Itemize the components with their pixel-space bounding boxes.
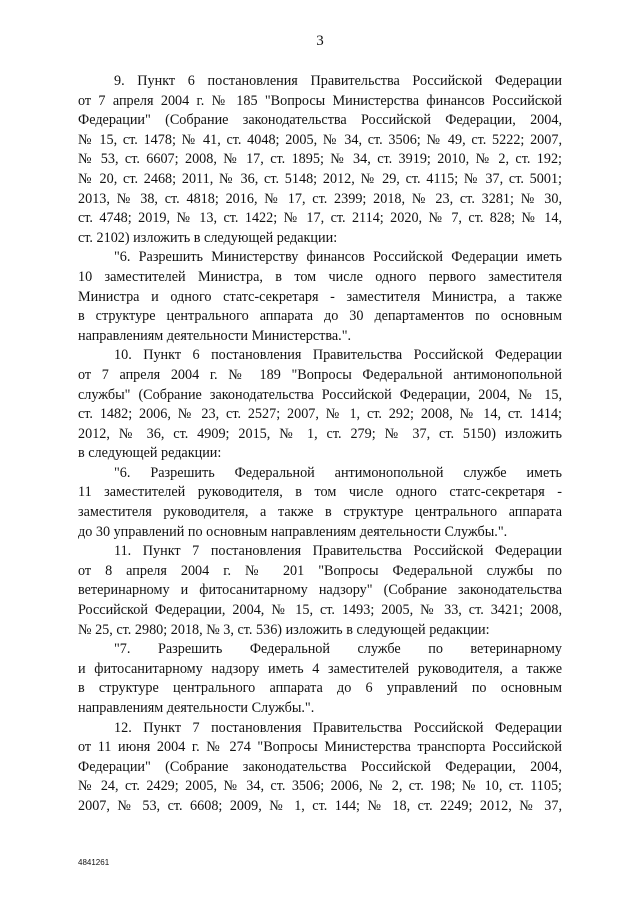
text-line: 10. Пункт 6 постановления Правительства Российской Федерации: [114, 347, 562, 364]
text-line: 11 заместителей руководителя, в том числе одного статс-секретаря -: [78, 484, 562, 501]
text-line: 12. Пункт 7 постановления Правительства Российской Федерации: [114, 719, 562, 736]
text-line: № 53, ст. 6607; 2008, № 17, ст. 1895; № 34, ст. 3919; 2010, № 2, ст. 192;: [78, 151, 562, 168]
text-line: службы" (Собрание законодательства Российской Федерации, 2004, № 15,: [78, 386, 562, 403]
text-line: № 15, ст. 1478; № 41, ст. 4048; 2005, № 34, ст. 3506; № 49, ст. 5222; 2007,: [78, 131, 562, 148]
text-line: № 24, ст. 2429; 2005, № 34, ст. 3506; 2006, № 2, ст. 198; № 10, ст. 1105;: [78, 778, 562, 795]
text-line: № 20, ст. 2468; 2011, № 36, ст. 5148; 2012, № 29, ст. 4115; № 37, ст. 5001;: [78, 170, 562, 187]
text-line: 9. Пункт 6 постановления Правительства Российской Федерации: [114, 73, 562, 89]
text-line: 11. Пункт 7 постановления Правительства Российской Федерации: [114, 543, 562, 560]
text-line: Министра и одного статс-секретаря - заместителя Министра, а также: [78, 288, 562, 305]
text-line: от 7 апреля 2004 г. № 189 "Вопросы Федеральной антимонопольной: [78, 366, 562, 383]
document-body: [78, 72, 562, 817]
text-line: заместителя руководителя, а также в структуре центрального аппарата: [78, 504, 562, 521]
text-line: в следующей редакции:: [78, 445, 222, 462]
page-number: 3: [316, 33, 324, 49]
text-line: ветеринарному и фитосанитарному надзору" (Собрание законодательства: [78, 582, 562, 599]
text-line: и фитосанитарному надзору иметь 4 заместителей руководителя, а также: [78, 660, 562, 677]
text-line: "6. Разрешить Министерству финансов Российской Федерации иметь: [114, 249, 562, 266]
text-line: ст. 4748; 2019, № 13, ст. 1422; № 17, ст. 2114; 2020, № 7, ст. 828; № 14,: [78, 210, 562, 227]
text-line: 10 заместителей Министра, в том числе одного первого заместителя: [78, 268, 562, 285]
document-code: 4841261: [78, 858, 110, 867]
text-line: "7. Разрешить Федеральной службе по ветеринарному: [114, 641, 562, 658]
text-line: Федерации" (Собрание законодательства Российской Федерации, 2004,: [78, 758, 562, 775]
text-line: № 25, ст. 2980; 2018, № 3, ст. 536) изложить в следующей редакции:: [78, 621, 490, 638]
text-line: Российской Федерации, 2004, № 15, ст. 1493; 2005, № 33, ст. 3421; 2008,: [78, 602, 562, 619]
text-line: от 11 июня 2004 г. № 274 "Вопросы Министерства транспорта Российской: [78, 739, 562, 756]
text-line: до 30 управлений по основным направлениям деятельности Службы.".: [78, 523, 508, 540]
text-line: "6. Разрешить Федеральной антимонопольной службе иметь: [114, 464, 562, 481]
text-line: направлениям деятельности Службы.".: [78, 700, 315, 716]
text-line: в структуре центрального аппарата до 6 управлений по основным: [78, 680, 562, 697]
text-line: в структуре центрального аппарата до 30 департаментов по основным: [78, 308, 562, 325]
text-line: от 8 апреля 2004 г. № 201 "Вопросы Федеральной службы по: [78, 562, 562, 579]
text-line: ст. 2102) изложить в следующей редакции:: [78, 229, 338, 246]
text-line: направлениям деятельности Министерства.".: [78, 327, 352, 344]
text-line: 2012, № 36, ст. 4909; 2015, № 1, ст. 279; № 37, ст. 5150) изложить: [78, 425, 562, 442]
text-line: от 7 апреля 2004 г. № 185 "Вопросы Министерства финансов Российской: [78, 92, 562, 109]
text-line: 2007, № 53, ст. 6608; 2009, № 1, ст. 144; № 18, ст. 2249; 2012, № 37,: [78, 797, 562, 814]
text-line: 2013, № 38, ст. 4818; 2016, № 17, ст. 2399; 2018, № 23, ст. 3281; № 30,: [78, 190, 562, 207]
text-line: Федерации" (Собрание законодательства Российской Федерации, 2004,: [78, 112, 562, 129]
text-line: ст. 1482; 2006, № 23, ст. 2527; 2007, № 1, ст. 292; 2008, № 14, ст. 1414;: [78, 406, 562, 423]
